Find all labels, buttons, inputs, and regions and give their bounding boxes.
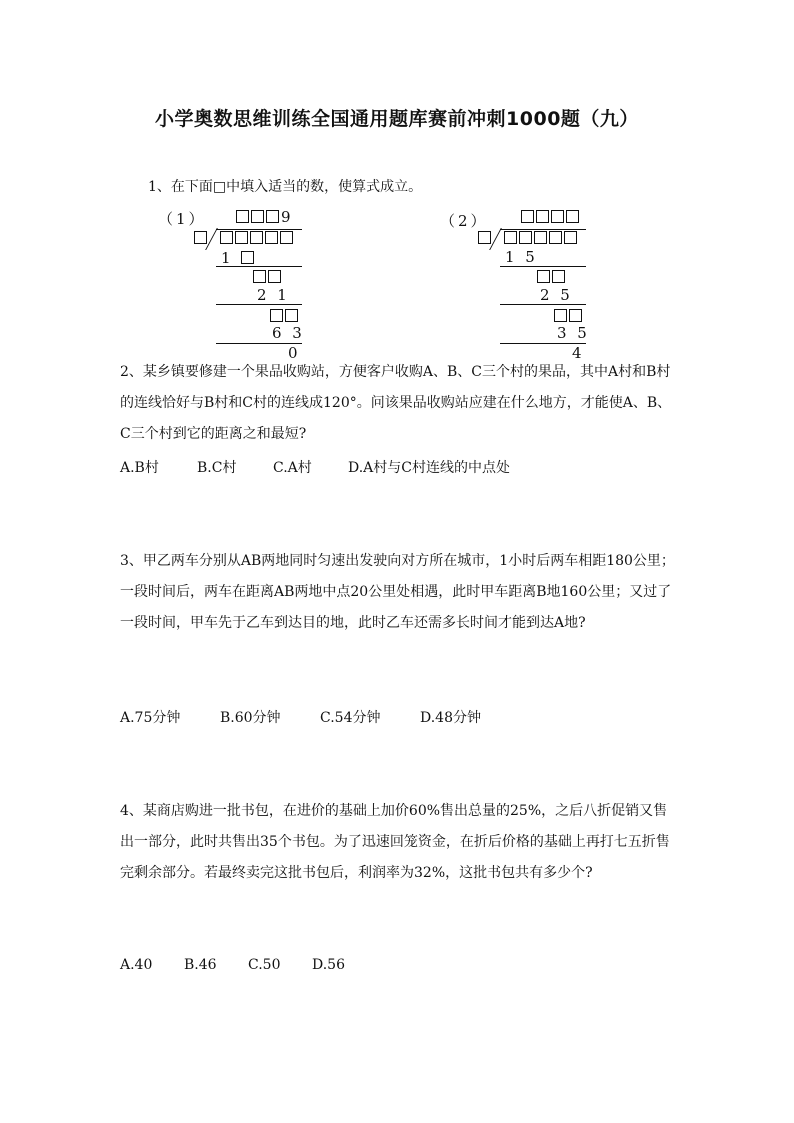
option-d: D.48分钟 (420, 710, 481, 726)
quotient-1 (236, 208, 294, 226)
part-1-label: （1） (158, 210, 207, 228)
option-c: C.A村 (273, 460, 312, 476)
partial-row-4 (554, 307, 584, 325)
option-b: B.60分钟 (220, 710, 281, 726)
blank-box (285, 309, 298, 322)
partial-row-5: 3 5 (557, 324, 590, 342)
rule-line (500, 304, 586, 305)
blank-box (253, 270, 266, 283)
option-a: A.B村 (120, 460, 159, 476)
partial-row-4 (270, 307, 300, 325)
blank-box (569, 309, 582, 322)
option-c: C.50 (248, 957, 281, 973)
blank-box (194, 231, 207, 244)
blank-box (564, 231, 577, 244)
partial-product-1: 1 (221, 249, 256, 267)
partial-product-2: 1 5 (505, 248, 538, 266)
page-title: 小学奥数思维训练全国通用题库赛前冲刺1000题（九） (155, 108, 639, 130)
blank-box (566, 210, 579, 223)
blank-box (537, 270, 550, 283)
rule-line (500, 266, 586, 267)
question-2-options (120, 457, 510, 477)
blank-box (504, 231, 517, 244)
question-4-options (120, 957, 345, 973)
dividend-1 (220, 229, 295, 247)
question-4-text: 4、某商店购进一批书包，在进价的基础上加价60%售出总量的25%，之后八折促销又售出一部分，此时共售出35个书包。为了迅速回笼资金，在折后价格的基础上再打七五折售完剩余部分。若最终卖完这批书包后，利润率为32%，这批书包共有多少个? (120, 803, 670, 881)
blank-box (551, 210, 564, 223)
blank-box (534, 231, 547, 244)
option-b: B.46 (184, 957, 217, 973)
blank-box (478, 231, 491, 244)
blank-box (265, 231, 278, 244)
option-a: A.75分钟 (120, 710, 181, 726)
question-3-options (120, 707, 481, 727)
blank-box (549, 231, 562, 244)
question-3-text: 3、甲乙两车分别从AB两地同时匀速出发驶向对方所在城市，1小时后两车相距180公里；一段时间后，两车在距离AB两地中点20公里处相遇，此时甲车距离B地160公里；又过了一段时间，甲车先于乙车到达目的地，此时乙车还需多长时间才能到达A地? (120, 553, 675, 631)
blank-box (554, 309, 567, 322)
blank-box (519, 231, 532, 244)
blank-box (251, 210, 264, 223)
divisor-1 (194, 229, 209, 247)
blank-box (280, 231, 293, 244)
remainder-2: 4 (572, 344, 585, 362)
option-d: D.56 (312, 957, 345, 973)
partial-row-2 (537, 268, 567, 286)
remainder-1: 0 (288, 344, 301, 362)
rule-line (216, 266, 302, 267)
rule-line (216, 304, 302, 305)
option-b: B.C村 (197, 460, 237, 476)
blank-box (270, 309, 283, 322)
blank-box (241, 251, 254, 264)
partial-row-5: 6 3 (272, 324, 305, 342)
divisor-2 (478, 229, 493, 247)
blank-box (220, 231, 233, 244)
partial-row-3: 2 5 (540, 286, 573, 304)
blank-box (236, 210, 249, 223)
blank-box (250, 231, 263, 244)
partial-row-3: 2 1 (257, 286, 290, 304)
blank-box (552, 270, 565, 283)
question-2-text: 2、某乡镇要修建一个果品收购站，方便客户收购A、B、C三个村的果品，其中A村和B村的连线恰好与B村和C村的连线成120°。问该果品收购站应建在什么地方，才能使A、B、C三个村到它的距离之和最短? (120, 364, 672, 442)
blank-box (266, 210, 279, 223)
option-a: A.40 (120, 957, 153, 973)
blank-box (268, 270, 281, 283)
quotient-2 (521, 208, 581, 226)
blank-box (521, 210, 534, 223)
blank-box (536, 210, 549, 223)
question-1-intro: 1、在下面□中填入适当的数，使算式成立。 (148, 179, 423, 195)
part-2-label: （2） (440, 212, 489, 230)
blank-box (235, 231, 248, 244)
option-d: D.A村与C村连线的中点处 (348, 460, 510, 476)
quotient-digit: 9 (281, 208, 294, 226)
dividend-2 (504, 229, 579, 247)
option-c: C.54分钟 (320, 710, 381, 726)
partial-row-2 (253, 268, 283, 286)
